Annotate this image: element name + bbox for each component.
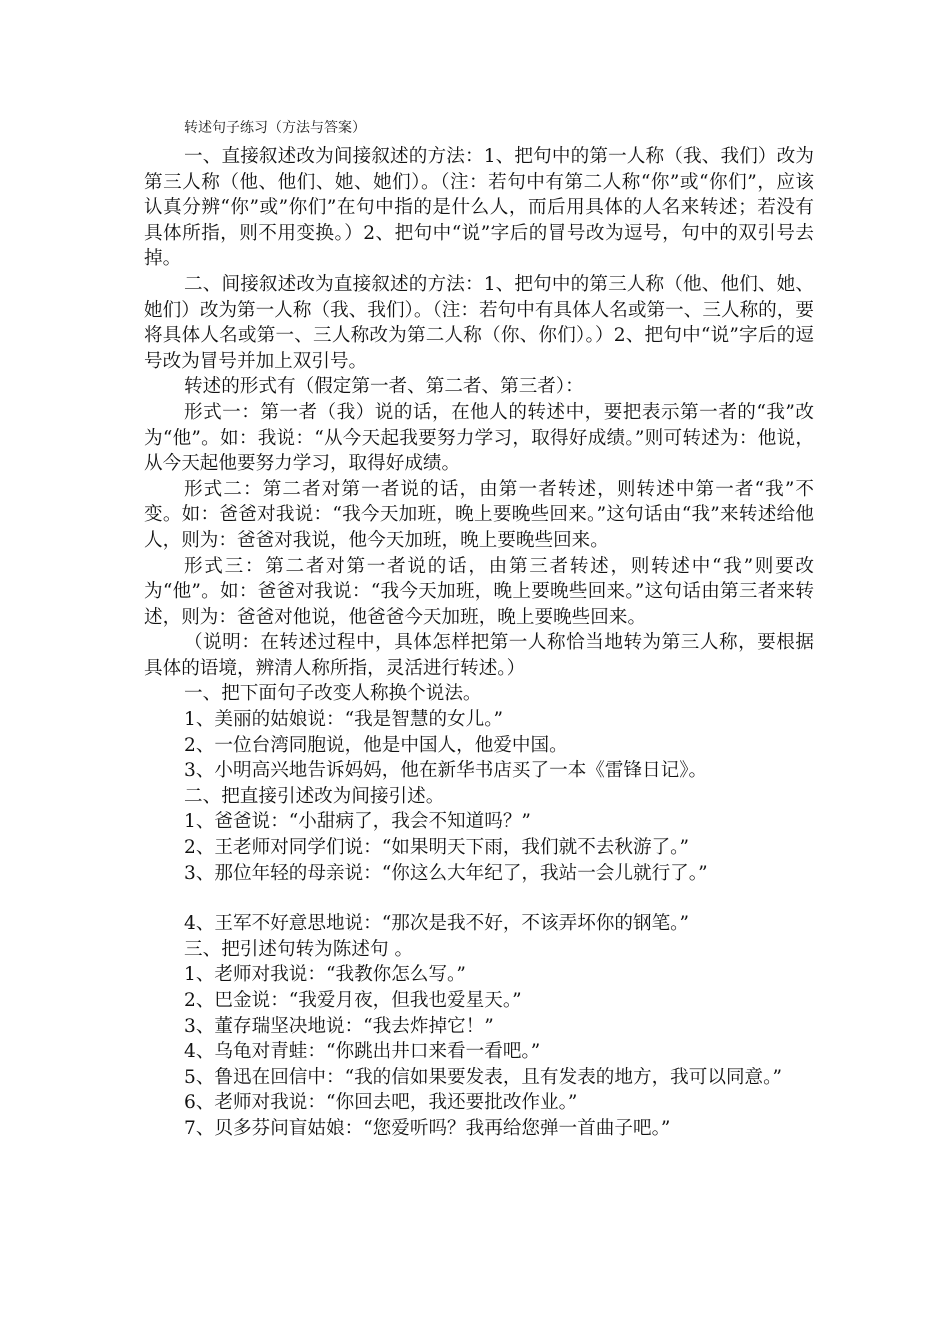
exercise-item: 7、贝多芬问盲姑娘：“您爱听吗？我再给您弹一首曲子吧。” — [184, 1117, 671, 1139]
document-title: 转述句子练习（方法与答案） — [184, 120, 366, 136]
exercise-heading-2: 二、把直接引述改为间接引述。 — [184, 785, 445, 807]
blank-line — [144, 886, 814, 911]
exercise-item: 2、巴金说：“我爱月夜，但我也爱星天。” — [184, 990, 522, 1011]
exercise-item: 3、那位年轻的母亲说：“你这么大年纪了，我站一会儿就行了。” — [184, 862, 708, 884]
form-three: 形式三：第二者对第一者说的话，由第三者转述，则转述中“我”则要改为“他”。如：爸爸对我说：“我今天加班，晚上要晚些回来。”这句话由第三者来转述，则为：爸爸对他说，他爸爸今天加班，晚上要晚些回来。 — [144, 555, 814, 628]
forms-intro: 转述的形式有（假定第一者、第二者、第三者）： — [184, 376, 584, 398]
exercise-item: 1、老师对我说：“我教你怎么写。” — [184, 964, 466, 986]
exercise-item: 5、鲁迅在回信中：“我的信如果要发表，且有发表的地方，我可以同意。” — [184, 1066, 782, 1088]
exercise-heading-3: 三、把引述句转为陈述句 。 — [184, 938, 414, 960]
document-body — [144, 118, 814, 1142]
method-indirect-to-direct: 二、间接叙述改为直接叙述的方法：1、把句中的第三人称（他、他们、她、她们）改为第一人称（我、我们）。（注：若句中有具体人名或第一、三人称的，要将具体人名或第一、三人称改为第二人称（你、你们）。）2、把句中“说”字后的逗号改为冒号并加上双引号。 — [144, 273, 814, 372]
method-direct-to-indirect: 一、直接叙述改为间接叙述的方法：1、把句中的第一人称（我、我们）改为第三人称（他、他们、她、她们）。（注：若句中有第二人称“你”或“你们”，应该认真分辨“你”或”你们”在句中指的是什么人，而后用具体的人名来转述；若没有具体所指，则不用变换。）2、把句中“说”字后的冒号改为逗号，句中的双引号去掉。 — [144, 146, 814, 270]
exercise-item: 6、老师对我说：“你回去吧，我还要批改作业。” — [184, 1092, 578, 1114]
exercise-item: 1、美丽的姑娘说：“我是智慧的女儿。” — [184, 709, 504, 731]
exercise-item: 2、一位台湾同胞说，他是中国人，他爱中国。 — [184, 734, 568, 756]
exercise-item: 4、王军不好意思地说：“那次是我不好，不该弄坏你的钢笔。” — [184, 913, 689, 935]
form-two: 形式二：第二者对第一者说的话，由第一者转述，则转述中第一者“我”不变。如：爸爸对我说：“我今天加班，晚上要晚些回来。”这句话由“我”来转述给他人，则为：爸爸对我说，他今天加班，晚上要晚些回来。 — [144, 478, 814, 551]
exercise-heading-1: 一、把下面句子改变人称换个说法。 — [184, 683, 482, 705]
exercise-item: 1、爸爸说：“小甜病了，我会不知道吗？” — [184, 811, 531, 833]
exercise-item: 2、王老师对同学们说：“如果明天下雨，我们就不去秋游了。” — [184, 837, 689, 859]
exercise-item: 4、乌龟对青蛙：“你跳出井口来看一看吧。” — [184, 1041, 541, 1063]
form-one: 形式一：第一者（我）说的话，在他人的转述中，要把表示第一者的“我”改为“他”。如：我说：“从今天起我要努力学习，取得好成绩。”则可转述为：他说，从今天起他要努力学习，取得好成绩。 — [144, 401, 814, 475]
note-paragraph: （说明：在转述过程中，具体怎样把第一人称恰当地转为第三人称，要根据具体的语境，辨清人称所指，灵活进行转述。） — [144, 632, 814, 679]
exercise-item: 3、董存瑞坚决地说：“我去炸掉它！” — [184, 1015, 494, 1037]
exercise-item: 3、小明高兴地告诉妈妈，他在新华书店买了一本《雷锋日记》。 — [184, 760, 708, 782]
